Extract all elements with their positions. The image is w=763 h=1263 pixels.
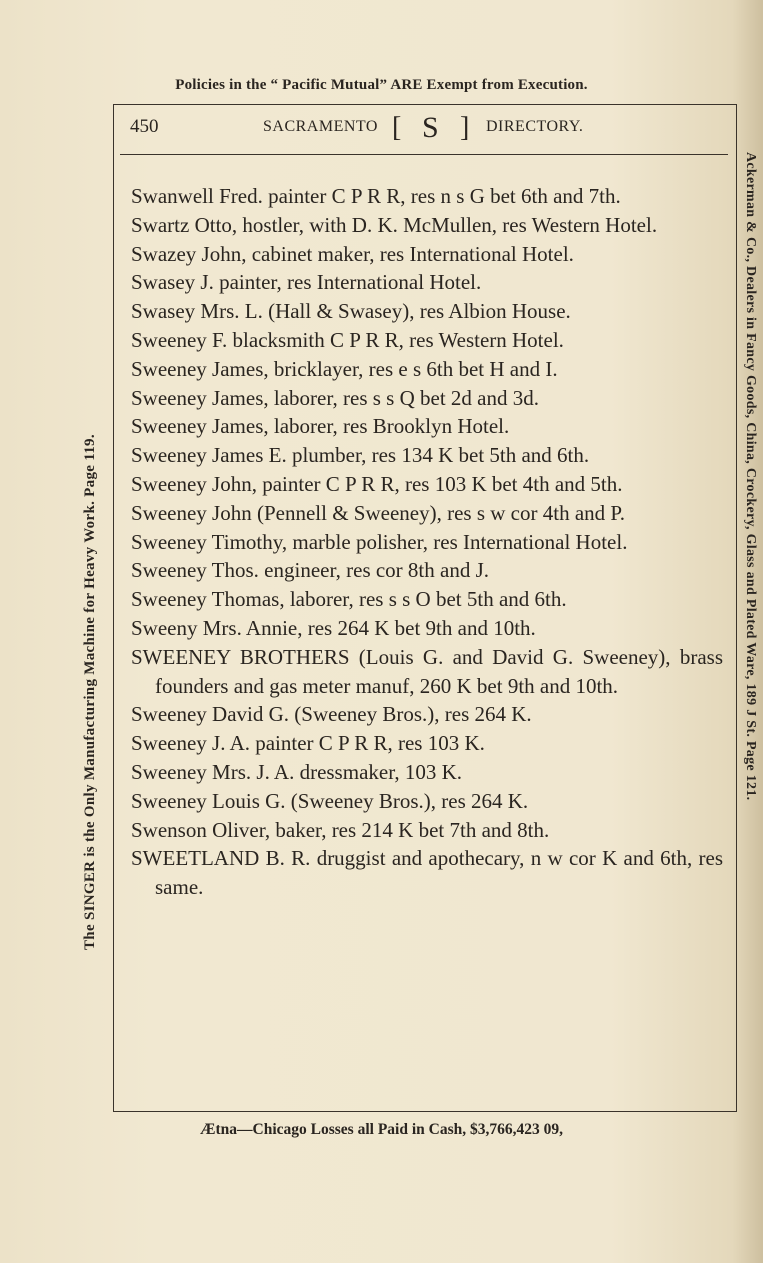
header-bracket-left: [ xyxy=(392,112,402,143)
page-header xyxy=(130,111,720,150)
directory-entry: Sweeney F. blacksmith C P R R, res Western Hotel. xyxy=(131,327,564,352)
directory-entry: SWEETLAND B. R. druggist and apothecary, n w cor K and 6th, res same. xyxy=(131,846,723,900)
page-number: 450 xyxy=(130,116,159,137)
directory-entries xyxy=(131,182,723,902)
directory-entry: Swasey J. painter, res International Hotel. xyxy=(131,270,482,295)
right-margin-advertisement: Ackerman & Co., Dealers in Fancy Goods, China, Crockery, Glass and Plated Ware, 189 J St. Page 121. xyxy=(743,152,758,801)
bottom-advertisement-banner: Ætna—Chicago Losses all Paid in Cash, $3,766,423 09, xyxy=(199,1121,563,1138)
directory-entry: SWEENEY BROTHERS (Louis G. and David G. Sweeney), brass founders and gas meter manuf, 260 K bet 9th and 10th. xyxy=(131,644,723,698)
directory-entry: Sweeney Thos. engineer, res cor 8th and J. xyxy=(131,558,490,583)
directory-entry: Swazey John, cabinet maker, res International Hotel. xyxy=(131,241,574,266)
directory-entry: Sweeney John (Pennell & Sweeney), res s w cor 4th and P. xyxy=(131,500,625,525)
directory-entry: Sweeney Timothy, marble polisher, res International Hotel. xyxy=(131,529,628,554)
directory-entry: Sweeney James, laborer, res s s Q bet 2d and 3d. xyxy=(131,385,539,410)
directory-entry: Sweeney David G. (Sweeney Bros.), res 264 K. xyxy=(131,702,532,727)
header-divider xyxy=(120,154,728,155)
directory-entry: Swasey Mrs. L. (Hall & Swasey), res Albion House. xyxy=(131,299,571,324)
directory-entry: Sweeney James E. plumber, res 134 K bet 5th and 6th. xyxy=(131,443,590,468)
directory-entry: Swanwell Fred. painter C P R R, res n s G bet 6th and 7th. xyxy=(131,184,621,208)
directory-entry: Sweeney John, painter C P R R, res 103 K bet 4th and 5th. xyxy=(131,471,623,496)
directory-entry: Sweeney James, laborer, res Brooklyn Hotel. xyxy=(131,414,510,439)
directory-entry: Sweeney Louis G. (Sweeney Bros.), res 264 K. xyxy=(131,788,529,813)
directory-entry: Sweeney Thomas, laborer, res s s O bet 5th and 6th. xyxy=(131,587,567,612)
header-directory-label: DIRECTORY. xyxy=(486,118,584,135)
directory-entry: Swenson Oliver, baker, res 214 K bet 7th and 8th. xyxy=(131,817,550,842)
left-margin-advertisement: The SINGER is the Only Manufacturing Machine for Heavy Work. Page 119. xyxy=(82,434,98,950)
header-city: SACRAMENTO xyxy=(263,118,378,135)
header-section-letter: S xyxy=(422,111,439,144)
directory-entry: Sweeney James, bricklayer, res e s 6th bet H and I. xyxy=(131,356,558,381)
directory-entry: Swartz Otto, hostler, with D. K. McMullen, res Western Hotel. xyxy=(131,212,658,237)
top-advertisement-banner: Policies in the “ Pacific Mutual” ARE Exempt from Execution. xyxy=(175,77,588,93)
directory-entry: Sweeney Mrs. J. A. dressmaker, 103 K. xyxy=(131,759,463,784)
directory-entry: Sweeney J. A. painter C P R R, res 103 K. xyxy=(131,731,485,756)
directory-entry: Sweeny Mrs. Annie, res 264 K bet 9th and 10th. xyxy=(131,615,536,640)
header-bracket-right: ] xyxy=(460,112,470,143)
